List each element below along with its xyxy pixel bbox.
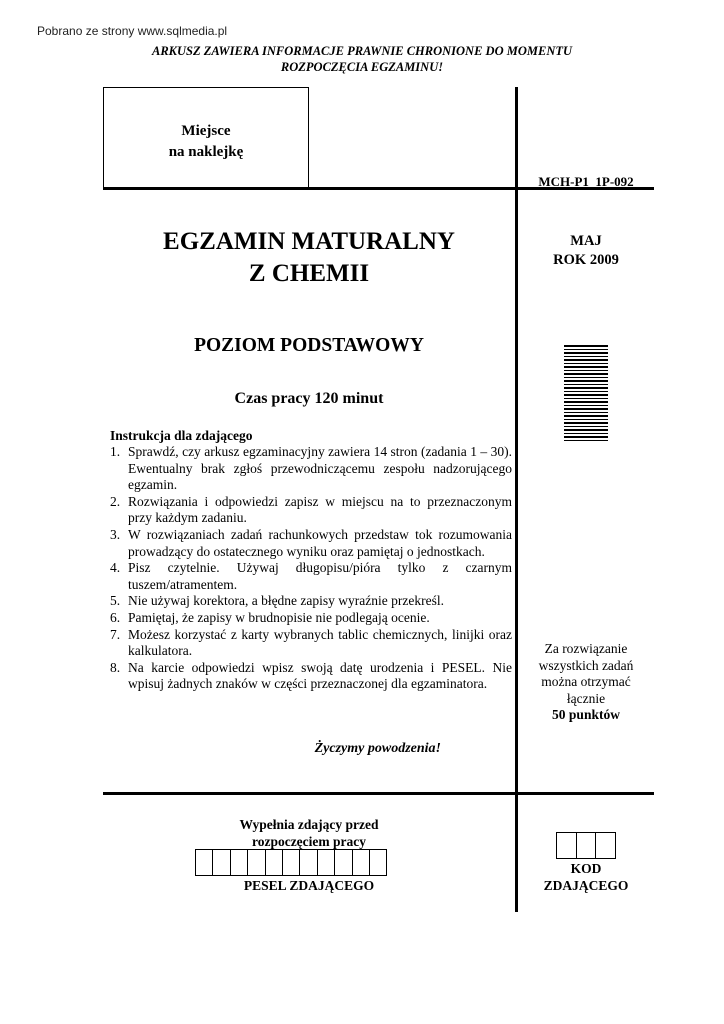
pesel-digit-box[interactable]: [334, 849, 352, 876]
instruction-number: 3.: [110, 526, 121, 542]
pesel-digit-box[interactable]: [265, 849, 283, 876]
instruction-item: [110, 560, 512, 593]
exam-title-line2: Z CHEMII: [248, 260, 370, 287]
pesel-label: PESEL ZDAJĄCEGO: [243, 878, 375, 893]
instruction-text: Możesz korzystać z karty wybranych tablic chemicznych, linijki oraz kalkulatora.: [128, 626, 512, 659]
vertical-divider: [515, 87, 518, 912]
instruction-item: [110, 527, 512, 560]
exam-title-line1: EGZAMIN MATURALNY: [163, 228, 455, 255]
pesel-fill-line1: Wypełnia zdający przed: [239, 817, 379, 832]
instruction-number: 6.: [110, 609, 121, 625]
instruction-item: [110, 494, 512, 527]
instruction-item: [110, 593, 512, 610]
legal-notice-line2: ROZPOCZĘCIA EGZAMINU!: [280, 60, 444, 74]
session-year: ROK 2009: [553, 252, 619, 268]
instruction-text: W rozwiązaniach zadań rachunkowych przedstaw tok rozumowania prowadzący do ostatecznego wyniku oraz pamiętaj o jednostkach.: [128, 526, 512, 559]
sticker-box: [103, 87, 309, 188]
sticker-label-line2: na naklejkę: [168, 144, 244, 160]
session-month: MAJ: [570, 233, 602, 249]
instruction-item: [110, 444, 512, 494]
kod-label-line1: KOD: [570, 861, 602, 876]
pesel-digit-box[interactable]: [247, 849, 265, 876]
kod-digit-box[interactable]: [556, 832, 577, 859]
bottom-divider: [103, 792, 654, 795]
pesel-fill-instruction: [103, 816, 515, 850]
pesel-digit-box[interactable]: [299, 849, 317, 876]
instruction-item: [110, 627, 512, 660]
barcode: [564, 345, 608, 443]
kod-digit-box[interactable]: [576, 832, 597, 859]
kod-label-line2: ZDAJĄCEGO: [543, 877, 629, 893]
pesel-digit-box[interactable]: [369, 849, 387, 876]
instruction-number: 4.: [110, 560, 121, 576]
exam-time: Czas pracy 120 minut: [234, 390, 384, 407]
points-line2: wszystkich zadań: [538, 657, 634, 673]
instruction-number: 2.: [110, 493, 121, 509]
pesel-digit-box[interactable]: [317, 849, 335, 876]
points-line1: Za rozwiązanie: [544, 641, 628, 656]
instruction-text: Pamiętaj, że zapisy w brudnopisie nie podlegają ocenie.: [128, 609, 430, 625]
pesel-digit-box[interactable]: [195, 849, 213, 876]
exam-code: MCH-P1_1P-092: [538, 174, 634, 189]
good-luck-text: Życzymy powodzenia!: [314, 741, 441, 756]
points-info: [518, 641, 654, 724]
kod-label: [518, 861, 654, 894]
instruction-item: [110, 660, 512, 693]
points-line3: można otrzymać: [541, 674, 631, 689]
source-watermark: Pobrano ze strony www.sqlmedia.pl: [37, 24, 228, 38]
instruction-text: Sprawdź, czy arkusz egzaminacyjny zawiera 14 stron (zadania 1 – 30). Ewentualny brak zgłoś przewodniczącemu zespołu nadzorującego egzamin.: [128, 444, 512, 493]
kod-digit-box[interactable]: [595, 832, 616, 859]
instruction-number: 5.: [110, 593, 121, 609]
instruction-number: 7.: [110, 626, 121, 642]
sticker-label-line1: Miejsce: [181, 123, 231, 139]
points-total: 50 punktów: [552, 707, 620, 722]
kod-boxes[interactable]: [557, 832, 616, 859]
pesel-digit-box[interactable]: [282, 849, 300, 876]
instruction-number: 1.: [110, 444, 121, 459]
instruction-text: Pisz czytelnie. Używaj długopisu/pióra tylko z czarnym tuszem/atramentem.: [128, 560, 512, 592]
instruction-item: [110, 610, 512, 627]
pesel-boxes[interactable]: [196, 849, 387, 876]
instruction-text: Na karcie odpowiedzi wpisz swoją datę urodzenia i PESEL. Nie wpisuj żadnych znaków w części przeznaczonej dla egzaminatora.: [128, 659, 512, 692]
instructions-title: Instrukcja dla zdającego: [110, 428, 253, 443]
pesel-digit-box[interactable]: [212, 849, 230, 876]
instructions-list: [110, 444, 512, 693]
pesel-digit-box[interactable]: [230, 849, 248, 876]
pesel-digit-box[interactable]: [352, 849, 370, 876]
pesel-fill-line2: rozpoczęciem pracy: [251, 834, 367, 849]
points-line4: łącznie: [566, 690, 606, 706]
instruction-text: Nie używaj korektora, a błędne zapisy wyraźnie przekreśl.: [128, 593, 444, 609]
instruction-number: 8.: [110, 659, 121, 675]
exam-level: POZIOM PODSTAWOWY: [194, 335, 424, 356]
instruction-text: Rozwiązania i odpowiedzi zapisz w miejscu na to przeznaczonym przy każdym zadaniu.: [128, 493, 512, 526]
legal-notice-line1: ARKUSZ ZAWIERA INFORMACJE PRAWNIE CHRONIONE DO MOMENTU: [151, 44, 573, 58]
